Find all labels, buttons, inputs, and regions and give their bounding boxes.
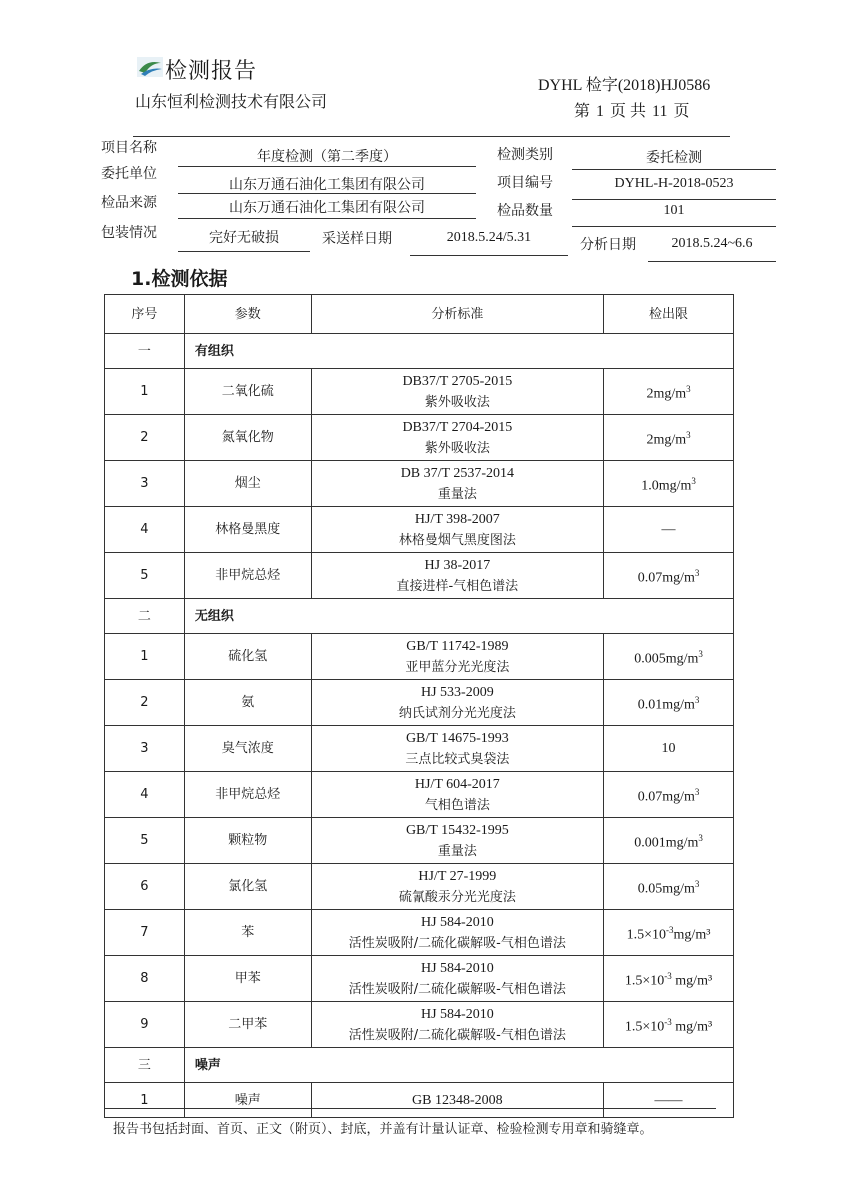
- table-row: [105, 634, 734, 680]
- row-limit: [604, 1083, 734, 1118]
- row-seq: 1: [105, 369, 185, 415]
- limit-value: —: [661, 522, 676, 537]
- row-standard: [311, 1083, 603, 1118]
- standard-method: 重量法: [437, 843, 477, 859]
- row-seq: 7: [105, 910, 185, 956]
- standard-code: HJ 38-2017: [424, 557, 491, 573]
- row-limit: [604, 818, 734, 864]
- row-seq: 1: [105, 1083, 185, 1118]
- row-seq: 8: [105, 956, 185, 1002]
- limit-value: 10: [661, 741, 676, 756]
- limit-value: 0.005mg/m: [634, 651, 699, 667]
- section-name: 有组织: [184, 334, 733, 369]
- table-row: [105, 461, 734, 507]
- section-number: 一: [105, 334, 185, 369]
- limit-exponent: 3: [694, 694, 700, 705]
- limit-exponent: 3: [698, 832, 703, 843]
- limit-value: 0.001mg/m: [634, 835, 699, 851]
- section-name: 无组织: [184, 599, 733, 634]
- standard-code: GB/T 15432-1995: [405, 822, 509, 838]
- row-param: 烟尘: [184, 461, 311, 507]
- row-param: 苯: [184, 910, 311, 956]
- limit-exponent: -3: [666, 924, 674, 935]
- row-standard: [311, 772, 603, 818]
- table-row: [105, 864, 734, 910]
- row-seq: 2: [105, 415, 185, 461]
- row-limit: [604, 772, 734, 818]
- row-limit: [604, 864, 734, 910]
- row-param: 甲苯: [184, 956, 311, 1002]
- detection-basis-table: [104, 294, 734, 1118]
- sample-count-value: 101: [663, 203, 685, 218]
- row-limit: [604, 956, 734, 1002]
- row-param: 氨: [184, 680, 311, 726]
- row-limit: [604, 507, 734, 553]
- packaging-underline: [178, 251, 310, 252]
- row-seq: 1: [105, 634, 185, 680]
- test-type-value: 委托检测: [646, 150, 702, 166]
- section-number: 三: [105, 1048, 185, 1083]
- table-row: [105, 772, 734, 818]
- project-name-underline: [178, 166, 476, 167]
- section-name: 噪声: [184, 1048, 733, 1083]
- standard-method: 重量法: [437, 486, 477, 502]
- row-standard: [311, 634, 603, 680]
- row-limit: [604, 369, 734, 415]
- standard-code: GB/T 14675-1993: [405, 730, 509, 746]
- section-row: [105, 599, 734, 634]
- client-underline: [178, 193, 476, 194]
- row-param: 颗粒物: [184, 818, 311, 864]
- limit-exponent: -3: [664, 1016, 672, 1027]
- header-param: 参数: [184, 295, 311, 334]
- standard-method: 紫外吸收法: [424, 394, 490, 410]
- sample-count-label: 检品数量: [497, 203, 553, 219]
- project-name-value: 年度检测（第二季度）: [257, 149, 397, 165]
- limit-exponent: 3: [686, 383, 691, 394]
- row-seq: 3: [105, 726, 185, 772]
- section-number: 二: [105, 599, 185, 634]
- project-name-label: 项目名称: [101, 140, 157, 156]
- row-param: 非甲烷总烃: [184, 553, 311, 599]
- packaging-label: 包装情况: [101, 225, 157, 241]
- row-seq: 5: [105, 818, 185, 864]
- standard-code: HJ/T 604-2017: [414, 776, 500, 792]
- table-row: [105, 680, 734, 726]
- table-row: [105, 1083, 734, 1118]
- table-header-row: [105, 295, 734, 334]
- table-row: [105, 369, 734, 415]
- standard-method: 硫氰酸汞分光光度法: [398, 889, 516, 905]
- standard-code: DB37/T 2705-2015: [402, 373, 513, 389]
- limit-exponent: 3: [686, 429, 691, 440]
- row-standard: [311, 415, 603, 461]
- row-standard: [311, 910, 603, 956]
- standard-method: 活性炭吸附/二硫化碳解吸-气相色谱法: [348, 981, 566, 997]
- row-seq: 2: [105, 680, 185, 726]
- limit-unit: mg/m³: [671, 1019, 713, 1035]
- company-name: 山东恒利检测技术有限公司: [135, 92, 328, 111]
- sampling-date-label: 采送样日期: [322, 231, 392, 247]
- row-limit: [604, 461, 734, 507]
- project-no-label: 项目编号: [497, 175, 553, 191]
- standard-method: 活性炭吸附/二硫化碳解吸-气相色谱法: [348, 935, 566, 951]
- table-row: [105, 553, 734, 599]
- limit-value: 1.5×10: [624, 1019, 665, 1035]
- limit-value: 2mg/m: [646, 432, 687, 448]
- row-limit: [604, 680, 734, 726]
- standard-method: 三点比较式臭袋法: [405, 751, 510, 767]
- row-seq: 6: [105, 864, 185, 910]
- sampling-date-value: 2018.5.24/5.31: [446, 230, 532, 245]
- row-standard: [311, 553, 603, 599]
- header-seq: 序号: [105, 295, 185, 334]
- limit-value: 0.05mg/m: [637, 881, 695, 897]
- row-standard: [311, 680, 603, 726]
- row-param: 二甲苯: [184, 1002, 311, 1048]
- standard-code: GB/T 11742-1989: [406, 638, 509, 654]
- limit-exponent: 3: [698, 648, 703, 659]
- test-type-underline: [572, 169, 776, 170]
- packaging-value: 完好无破损: [209, 230, 279, 246]
- header-limit: 检出限: [604, 295, 734, 334]
- table-row: [105, 507, 734, 553]
- row-param: 二氧化硫: [184, 369, 311, 415]
- row-limit: [604, 910, 734, 956]
- row-param: 噪声: [184, 1083, 311, 1118]
- page-total: 11: [652, 103, 668, 120]
- limit-value: 1.0mg/m: [641, 478, 692, 494]
- row-param: 硫化氢: [184, 634, 311, 680]
- standard-method: 亚甲蓝分光光度法: [405, 659, 510, 675]
- section-row: [105, 334, 734, 369]
- sample-source-value: 山东万通石油化工集团有限公司: [229, 200, 425, 216]
- row-standard: [311, 864, 603, 910]
- table-row: [105, 818, 734, 864]
- project-no-underline: [572, 199, 776, 200]
- sample-source-label: 检品来源: [101, 195, 157, 211]
- row-seq: 4: [105, 772, 185, 818]
- row-limit: [604, 553, 734, 599]
- project-no-value: DYHL-H-2018-0523: [614, 176, 734, 191]
- header-divider: [133, 136, 730, 137]
- table-row: [105, 726, 734, 772]
- row-limit: [604, 415, 734, 461]
- standard-method: 活性炭吸附/二硫化碳解吸-气相色谱法: [348, 1027, 566, 1043]
- limit-exponent: 3: [694, 567, 700, 578]
- client-value: 山东万通石油化工集团有限公司: [229, 177, 425, 193]
- report-title: 检测报告: [165, 59, 258, 84]
- footer-note: 报告书包括封面、首页、正文（附页）、封底，并盖有计量认证章、检验检测专用章和骑缝章。: [113, 1122, 653, 1137]
- sample-source-underline: [178, 218, 476, 219]
- test-type-label: 检测类别: [497, 147, 553, 163]
- row-param: 氮氧化物: [184, 415, 311, 461]
- limit-value: 1.5×10: [626, 927, 667, 943]
- standard-code: GB 12348-2008: [412, 1092, 503, 1108]
- company-logo-icon: [137, 57, 163, 77]
- limit-value: 0.01mg/m: [637, 697, 695, 713]
- row-limit: [604, 726, 734, 772]
- standard-method: 纳氏试剂分光光度法: [398, 705, 516, 721]
- row-standard: [311, 956, 603, 1002]
- row-standard: [311, 369, 603, 415]
- limit-unit: mg/m³: [673, 927, 711, 943]
- header-standard: 分析标准: [311, 295, 603, 334]
- table-row: [105, 1002, 734, 1048]
- limit-value: 2mg/m: [646, 386, 687, 402]
- row-standard: [311, 1002, 603, 1048]
- document-number: DYHL 检字(2018)HJ0586: [538, 77, 711, 94]
- standard-method: 紫外吸收法: [424, 440, 490, 456]
- analysis-date-value: 2018.5.24~6.6: [671, 236, 753, 251]
- limit-exponent: 3: [691, 475, 696, 486]
- standard-code: HJ 584-2010: [420, 1006, 494, 1022]
- footer-divider: [104, 1108, 716, 1109]
- limit-unit: mg/m³: [671, 973, 713, 989]
- row-param: 非甲烷总烃: [184, 772, 311, 818]
- row-seq: 3: [105, 461, 185, 507]
- standard-code: HJ 584-2010: [420, 960, 494, 976]
- limit-exponent: 3: [694, 878, 700, 889]
- limit-value: 1.5×10: [624, 973, 665, 989]
- standard-method: 气相色谱法: [424, 797, 490, 813]
- analysis-date-underline: [648, 261, 776, 262]
- row-seq: 9: [105, 1002, 185, 1048]
- sampling-date-underline: [410, 255, 568, 256]
- standard-code: HJ/T 27-1999: [418, 868, 497, 884]
- row-param: 林格曼黑度: [184, 507, 311, 553]
- page-info: 第 1 页 共 11 页: [574, 103, 690, 120]
- standard-method: 直接进样-气相色谱法: [396, 578, 519, 594]
- row-limit: [604, 1002, 734, 1048]
- standard-code: HJ 533-2009: [420, 684, 494, 700]
- section-title: 1.检测依据: [131, 268, 228, 290]
- standard-code: HJ/T 398-2007: [414, 511, 500, 527]
- limit-value: 0.07mg/m: [637, 789, 695, 805]
- analysis-date-label: 分析日期: [580, 237, 636, 253]
- row-seq: 5: [105, 553, 185, 599]
- row-standard: [311, 507, 603, 553]
- row-standard: [311, 726, 603, 772]
- limit-exponent: 3: [694, 786, 700, 797]
- row-seq: 4: [105, 507, 185, 553]
- table-row: [105, 910, 734, 956]
- limit-value: ——: [654, 1092, 683, 1108]
- section-row: [105, 1048, 734, 1083]
- row-limit: [604, 634, 734, 680]
- client-label: 委托单位: [101, 166, 157, 182]
- standard-code: DB37/T 2704-2015: [402, 419, 513, 435]
- table-row: [105, 415, 734, 461]
- limit-exponent: -3: [664, 970, 672, 981]
- row-standard: [311, 818, 603, 864]
- sample-count-underline: [572, 226, 776, 227]
- limit-value: 0.07mg/m: [637, 570, 695, 586]
- row-param: 臭气浓度: [184, 726, 311, 772]
- row-param: 氯化氢: [184, 864, 311, 910]
- standard-method: 林格曼烟气黑度图法: [398, 532, 516, 548]
- page-current: 1: [596, 103, 605, 120]
- row-standard: [311, 461, 603, 507]
- table-row: [105, 956, 734, 1002]
- standard-code: HJ 584-2010: [420, 914, 494, 930]
- standard-code: DB 37/T 2537-2014: [400, 465, 514, 481]
